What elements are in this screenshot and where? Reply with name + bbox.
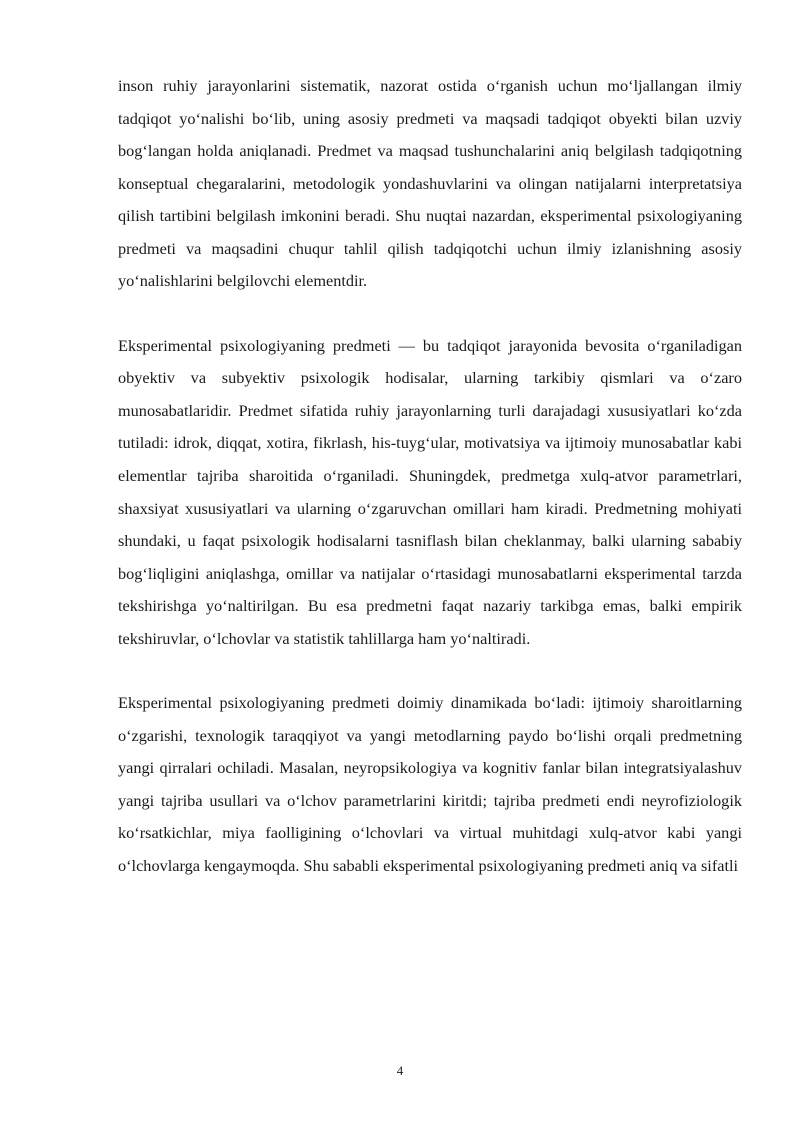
page-body — [118, 70, 742, 883]
paragraph-2: Eksperimental psixologiyaning predmeti — bu tadqiqot jarayonida bevosita o‘rganiladigan obyektiv va subyektiv psixologik hodisalar, ularning tarkibiy qismlari va o‘zaro munosabatlaridir. Predmet sifatida ruhiy jarayonlarning turli darajadagi xususiyatlari ko‘zda tutiladi: idrok, diqqat, xotira, fikrlash, his-tuyg‘ular, motivatsiya va ijtimoiy munosabatlar kabi elementlar tajriba sharoitida o‘rganiladi. Shuningdek, predmetga xulq-atvor parametrlari, shaxsiyat xususiyatlari va ularning o‘zgaruvchan omillari ham kiradi. Predmetning mohiyati shundaki, u faqat psixologik hodisalarni tasniflash bilan cheklanmay, balki ularning sababiy bog‘liqligini aniqlashga, omillar va natijalar o‘rtasidagi munosabatlarni eksperimental tarzda tekshirishga yo‘naltirilgan. Bu esa predmetni faqat nazariy tarkibga emas, balki empirik tekshiruvlar, o‘lchovlar va statistik tahlillarga ham yo‘naltiradi. — [118, 335, 742, 648]
paragraph-spacer — [118, 655, 742, 687]
paragraph-spacer — [118, 298, 742, 330]
page-number: 4 — [396, 1063, 404, 1078]
paragraph-3: Eksperimental psixologiyaning predmeti doimiy dinamikada bo‘ladi: ijtimoiy sharoitlarning o‘zgarishi, texnologik taraqqiyot va yangi metodlarning paydo bo‘lishi orqali predmetning yangi qirralari ochiladi. Masalan, neyropsikologiya va kognitiv fanlar bilan integratsiyalashuv yangi tajriba usullari va o‘lchov parametrlarini kiritdi; tajriba predmeti endi neyrofiziologik ko‘rsatkichlar, miya faolligining o‘lchovlari va virtual muhitdagi xulq-atvor kabi yangi o‘lchovlarga kengaymoqda. Shu sababli eksperimental psixologiyaning predmeti aniq va sifatli — [118, 693, 742, 876]
paragraph-1: inson ruhiy jarayonlarini sistematik, nazorat ostida o‘rganish uchun mo‘ljallangan ilmiy tadqiqot yo‘nalishi bo‘lib, uning asosiy predmeti va maqsadi tadqiqot obyekti bilan uzviy bog‘langan holda aniqlanadi. Predmet va maqsad tushunchalarini aniq belgilash tadqiqotning konseptual chegaralarini, metodologik yondashuvlarini va olingan natijalarni interpretatsiya qilish tartibini belgilash imkonini beradi. Shu nuqtai nazardan, eksperimental psixologiyaning predmeti va maqsadini chuqur tahlil qilish tadqiqotchi uchun ilmiy izlanishning asosiy yo‘nalishlarini belgilovchi elementdir. — [118, 76, 742, 291]
